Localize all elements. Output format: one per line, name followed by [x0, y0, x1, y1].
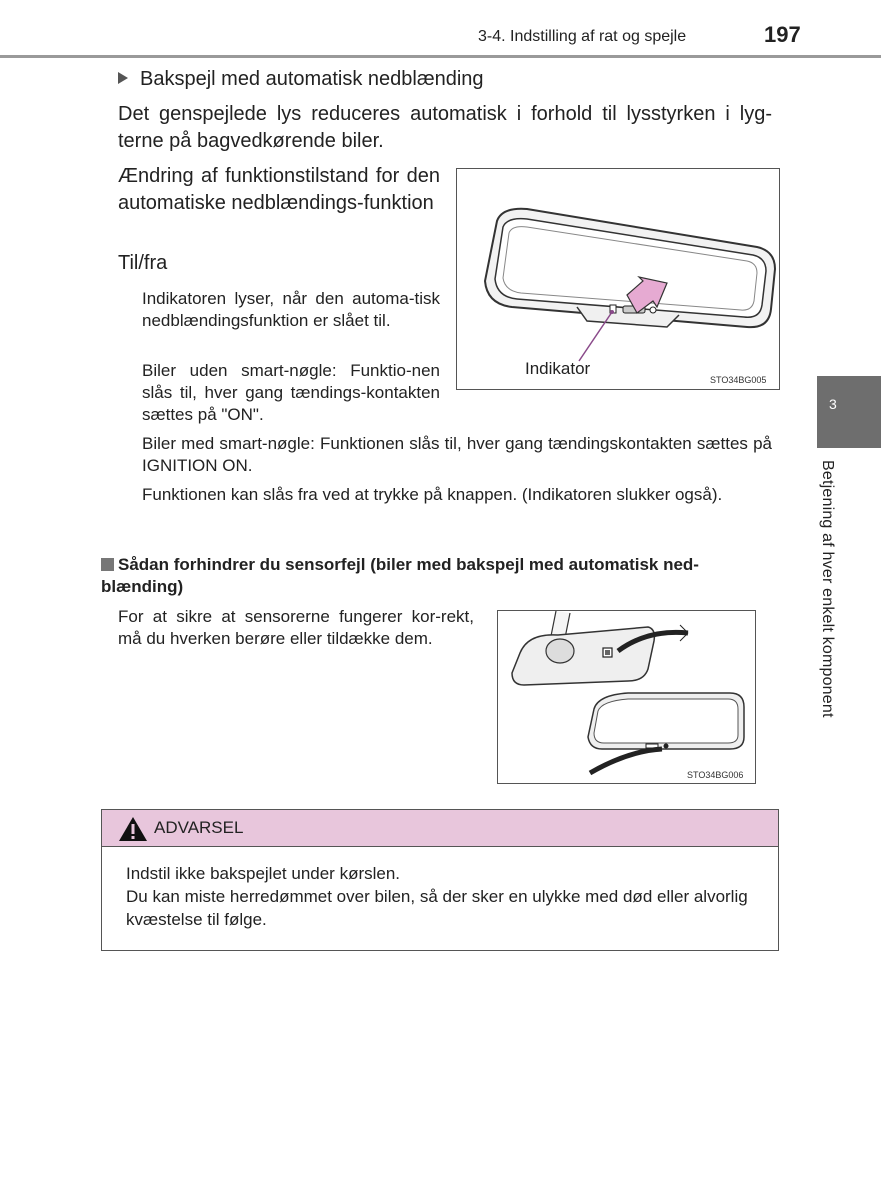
- function-subhead: Ændring af funktionstilstand for den automatiske nedblændings-funktion: [118, 165, 440, 214]
- chapter-tab-number: 3: [829, 396, 837, 412]
- header-rule: [0, 55, 881, 58]
- warning-triangle-icon: [118, 816, 148, 842]
- page-number: 197: [764, 22, 801, 47]
- chapter-tab: [817, 376, 881, 448]
- mirror-illustration: [457, 169, 779, 389]
- warning-line-1: Indstil ikke bakspejlet under kørslen.: [126, 864, 401, 883]
- no-smart-key-paragraph: Biler uden smart-nøgle: Funktio-nen slås til, hver gang tændings-kontakten sættes på "ON".: [142, 361, 440, 424]
- warning-line-2: Du kan miste herredømmet over bilen, så der sker en ulykke med død eller alvorlig kvæstelse til følge.: [126, 887, 748, 929]
- warning-box: [101, 809, 779, 951]
- chapter-title: 3-4. Indstilling af rat og spejle: [478, 28, 687, 45]
- figure1-code: STO34BG005: [710, 375, 767, 385]
- square-bullet-icon: [101, 558, 114, 571]
- sensor-illustration: [498, 611, 755, 783]
- section-title-text: Bakspejl med automatisk nedblænding: [140, 68, 484, 90]
- warning-header: [102, 810, 778, 847]
- section-title: [118, 68, 484, 91]
- warning-body: [126, 862, 766, 931]
- turn-off-paragraph: Funktionen kan slås fra ved at trykke på knappen. (Indikatoren slukker også).: [142, 485, 723, 504]
- on-off-heading: Til/fra: [118, 252, 168, 274]
- indicator-label: Indikator: [525, 359, 591, 378]
- sensor-section-title-text: Sådan forhindrer du sensorfejl (biler med bakspejl med automatisk ned-blænding): [101, 555, 699, 596]
- figure2-code: STO34BG006: [687, 770, 744, 780]
- chapter-tab-text: Betjening af hver enkelt komponent: [819, 460, 836, 718]
- smart-key-paragraph: Biler med smart-nøgle: Funktionen slås til, hver gang tændingskontakten sættes på IGNITION ON.: [142, 434, 772, 475]
- mirror-indicator-figure: [456, 168, 780, 390]
- warning-label: ADVARSEL: [154, 818, 244, 837]
- sensor-paragraph: For at sikre at sensorerne fungerer kor-rekt, må du hverken berøre eller tildække dem.: [118, 607, 474, 648]
- triangle-bullet-icon: [118, 72, 128, 84]
- indicator-paragraph: Indikatoren lyser, når den automa-tisk nedblændingsfunktion er slået til.: [142, 289, 440, 330]
- sensor-section-title: [101, 554, 781, 598]
- sensor-figure: [497, 610, 756, 784]
- section-intro: Det genspejlede lys reduceres automatisk i forhold til lysstyrken i lyg-terne på bagvedkørende biler.: [118, 103, 772, 152]
